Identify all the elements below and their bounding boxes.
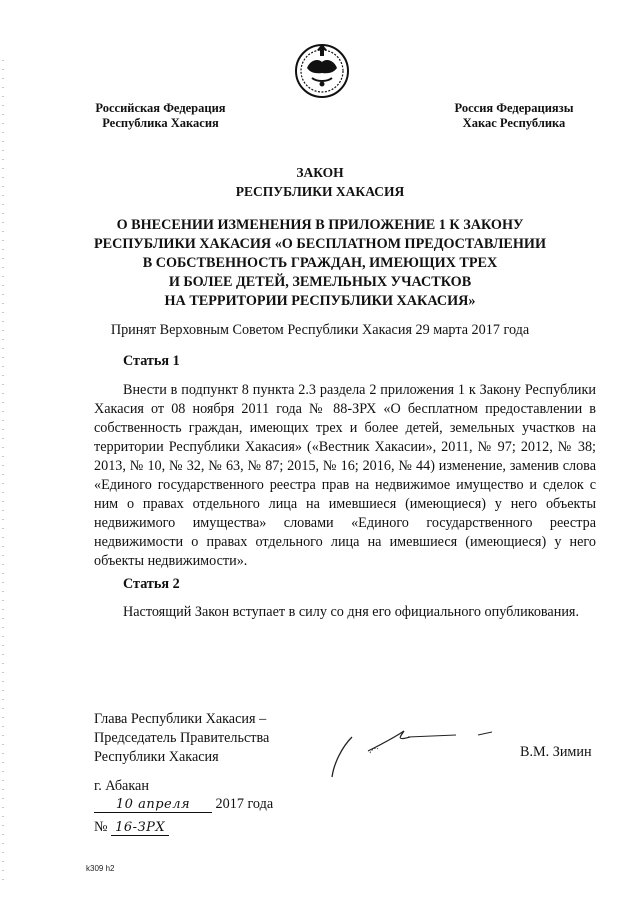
article-2-heading: Статья 2 (123, 576, 180, 592)
signatory-position-line-3: Республики Хакасия (94, 749, 219, 765)
article-1-heading: Статья 1 (123, 353, 180, 369)
header-right-line-1: Россия Федерациязы (454, 101, 574, 115)
date-line (94, 796, 273, 813)
signatory-position (94, 710, 269, 767)
header-left-line-1: Российская Федерация (95, 101, 226, 115)
header-left (88, 101, 233, 131)
header-left-line-2: Республика Хакасия (102, 116, 219, 130)
law-name-line-1: О ВНЕСЕНИИ ИЗМЕНЕНИЯ В ПРИЛОЖЕНИЕ 1 К ЗАКОНУ (116, 217, 524, 233)
law-name-line-2: РЕСПУБЛИКИ ХАКАСИЯ «О БЕСПЛАТНОМ ПРЕДОСТАВЛЕНИИ (93, 236, 546, 252)
coat-of-arms-emblem (290, 38, 354, 102)
signatory-position-line-2: Председатель Правительства (94, 730, 270, 746)
header-right-line-2: Хакас Республика (462, 116, 566, 130)
printed-year: 2017 года (215, 796, 274, 812)
law-name-line-4: И БОЛЕЕ ДЕТЕЙ, ЗЕМЕЛЬНЫХ УЧАСТКОВ (168, 274, 472, 290)
signatory-name: В.М. Зимин (520, 744, 592, 760)
header-right (440, 101, 588, 131)
law-name (40, 216, 600, 311)
law-number-line (94, 819, 169, 836)
handwritten-law-number: 16-ЗРХ (111, 820, 169, 836)
adoption-statement: Принят Верховным Советом Республики Хакасия 29 марта 2017 года (110, 322, 530, 338)
article-2-text: Настоящий Закон вступает в силу со дня его официального опубликования. (123, 604, 579, 620)
law-title-line-1: ЗАКОН (296, 165, 344, 180)
document-code: k309 h2 (86, 864, 115, 873)
law-title-line-2: РЕСПУБЛИКИ ХАКАСИЯ (235, 184, 405, 199)
scan-margin-dots (2, 60, 4, 880)
law-title (40, 163, 600, 201)
signatory-position-line-1: Глава Республики Хакасия – (94, 711, 267, 727)
law-name-line-5: НА ТЕРРИТОРИИ РЕСПУБЛИКИ ХАКАСИЯ» (164, 293, 476, 309)
law-name-line-3: В СОБСТВЕННОСТЬ ГРАЖДАН, ИМЕЮЩИХ ТРЕХ (142, 255, 498, 271)
handwritten-signature (320, 715, 520, 785)
number-sign: № (94, 819, 108, 835)
place: г. Абакан (94, 778, 149, 794)
handwritten-date: 10 апреля (94, 797, 212, 813)
article-1-text: Внести в подпункт 8 пункта 2.3 раздела 2 приложения 1 к Закону Республики Хакасия от 08 ноября 2011 года № 88-ЗРХ «О бесплатном предоставлении в собственность граждан, имеющих трех и более детей, земельных участков на территории Республики Хакасия» («Вестник Хакасии», 2011, № 97; 2012, № 38; 2013, № 10, № 32, № 63, № 87; 2015, № 16; 2016, № 44) изменение, заменив слова «Единого государственного реестра прав на недвижимое имущество и сделок с ним о правах отдельного лица на имевшиеся (имеющиеся) у него объекты недвижимого имущества» словами «Единого государственного реестра недвижимости о правах отдельного лица на имевшиеся (имеющиеся) у него объекты недвижимости». (94, 382, 596, 569)
